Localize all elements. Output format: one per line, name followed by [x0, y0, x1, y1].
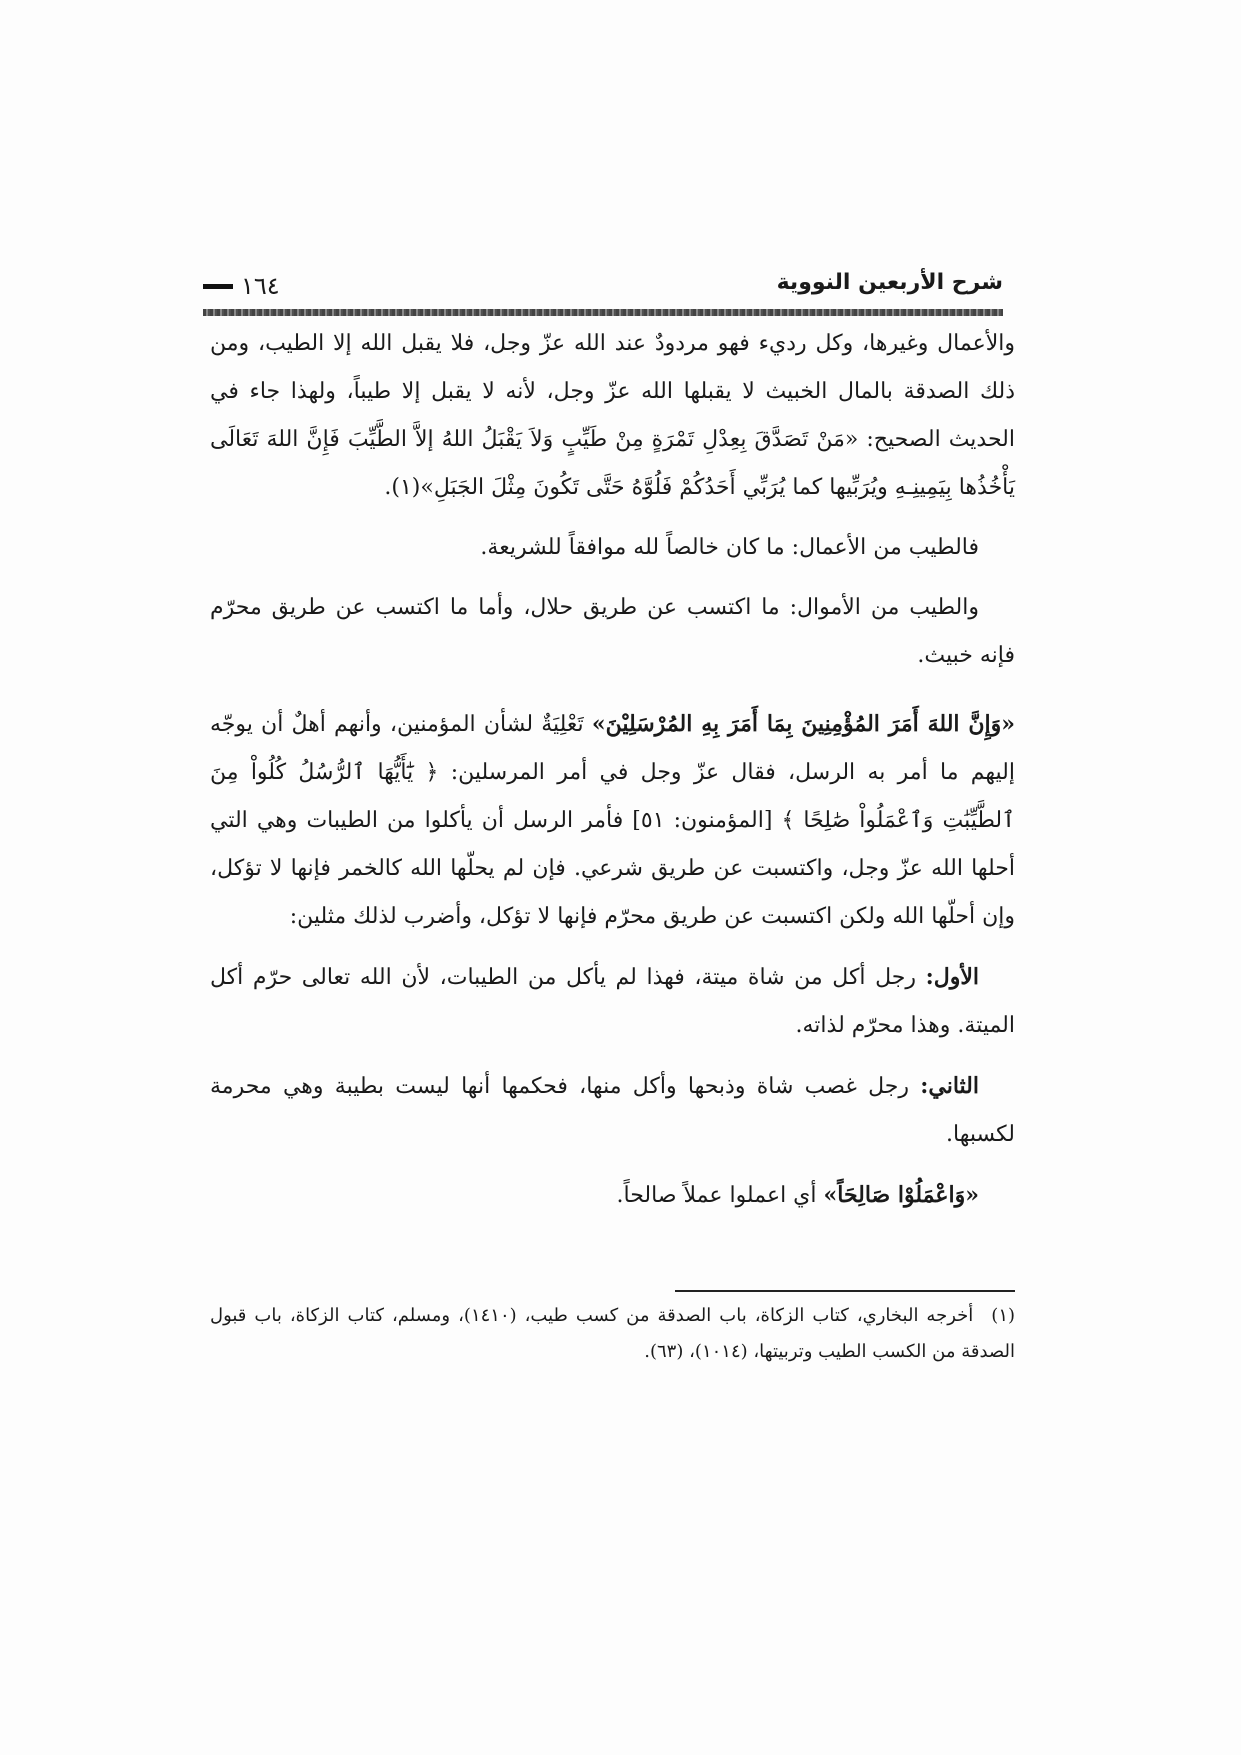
header-dash-ornament — [203, 284, 233, 289]
hadith-quote: «وَإِنَّ اللهَ أَمَرَ المُؤْمِنِينَ بِمَا أَمَرَ بِهِ المُرْسَلِيْنَ» — [591, 711, 1015, 737]
page-header — [203, 270, 1003, 320]
paragraph-7-text: أي اعملوا عملاً صالحاً. — [616, 1183, 824, 1208]
main-text — [210, 320, 1015, 1220]
example-1-text: رجل أكل من شاة ميتة، فهذا لم يأكل من الطيبات، لأن الله تعالى حرّم أكل الميتة. وهذا محرّم لذاته. — [210, 965, 1015, 1038]
hadith-quote-2: «وَاعْمَلُوْا صَالِحَاً» — [823, 1182, 979, 1208]
page-number-block — [203, 272, 280, 300]
paragraph-7 — [210, 1171, 1015, 1220]
book-title: شرح الأربعين النووية — [776, 270, 1003, 295]
example-2-label: الثاني: — [920, 1073, 979, 1099]
footnote-separator — [675, 1290, 1015, 1292]
footnote — [210, 1298, 1015, 1370]
paragraph-4-text: تَعْلِيَةٌ لشأن المؤمنين، وأنهم أهلٌ أن يوجّه إليهم ما أمر به الرسل، فقال عزّ وجل في أمر المرسلين: ﴿ يَٰٓأَيُّهَا ٱلرُّسُلُ كُلُواْ مِنَ ٱلطَّيِّبَٰتِ وَٱعْمَلُواْ صَٰلِحًا ﴾ [المؤمنون: ٥١] فأمر الرسل أن يأكلوا من الطيبات وهي التي أحلها الله عزّ وجل، واكتسبت عن طريق شرعي. فإن لم يحلّها الله كالخمر فإنها لا تؤكل، وإن أحلّها الله ولكن اكتسبت عن طريق محرّم فإنها لا تؤكل، وأضرب لذلك مثلين: — [210, 712, 1015, 929]
footnote-text: أخرجه البخاري، كتاب الزكاة، باب الصدقة من كسب طيب، (١٤١٠)، ومسلم، كتاب الزكاة، باب قبول الصدقة من الكسب الطيب وتربيتها، (١٠١٤)، (٦٣). — [210, 1305, 1015, 1362]
paragraph-3: والطيب من الأموال: ما اكتسب عن طريق حلال، وأما ما اكتسب عن طريق محرّم فإنه خبيث. — [210, 595, 1015, 668]
footnote-marker: (١) — [991, 1305, 1016, 1326]
paragraph-5 — [210, 953, 1015, 1050]
paragraph-2: فالطيب من الأعمال: ما كان خالصاً لله موافقاً للشريعة. — [480, 535, 979, 560]
example-2-text: رجل غصب شاة وذبحها وأكل منها، فحكمها أنها ليست بطيبة وهي محرمة لكسبها. — [210, 1074, 1015, 1147]
header-rule — [203, 309, 1003, 316]
paragraph-6 — [210, 1062, 1015, 1159]
page-number: ١٦٤ — [241, 272, 280, 300]
paragraph-1: والأعمال وغيرها، وكل رديء فهو مردودٌ عند الله عزّ وجل، فلا يقبل الله إلا الطيب، ومن ذلك الصدقة بالمال الخبيث لا يقبلها الله عزّ وجل، لأنه لا يقبل إلا طيباً، ولهذا جاء في الحديث الصحيح: «مَنْ تَصَدَّقَ بِعِدْلِ تَمْرَةٍ مِنْ طَيِّبٍ وَلاَ يَقْبَلُ اللهُ إلاَّ الطَّيِّبَ فَإِنَّ اللهَ تَعَالَى يَأْخُذُها بِيَمِينِـهِ ويُرَبِّيها كما يُرَبِّي أَحَدُكُمْ فَلُوَّهُ حَتَّى تَكُونَ مِثْلَ الجَبَلِ»(١). — [210, 331, 1015, 500]
paragraph-4 — [210, 700, 1015, 941]
example-1-label: الأول: — [925, 964, 979, 990]
